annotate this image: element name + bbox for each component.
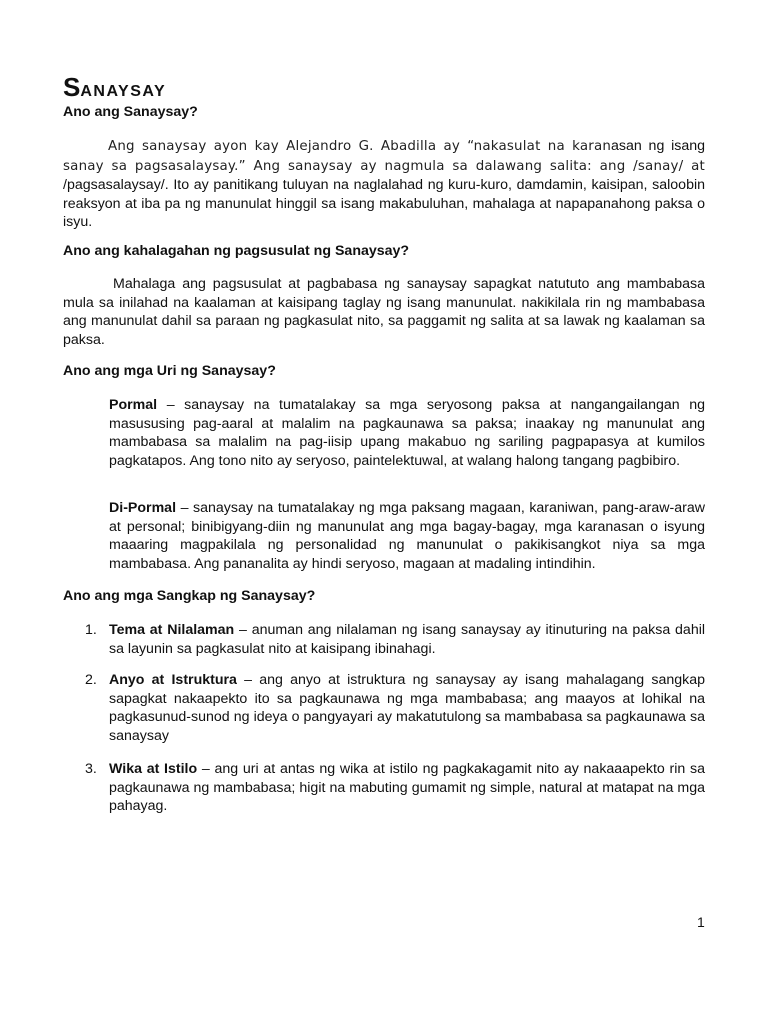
- title-rest: ANAYSAY: [80, 83, 167, 100]
- list-item-body: [109, 671, 705, 745]
- list-term: Anyo at Istruktura: [109, 672, 237, 688]
- definition-text-b: asan ng isang: [611, 138, 705, 154]
- document-title: [63, 72, 166, 103]
- list-item-body: [109, 621, 705, 658]
- definition-text-c: sanay sa pagsasalaysay.” Ang sanaysay ay nagmula sa dalawang salita: ang /sanay/ at: [63, 158, 705, 174]
- title-initial: S: [63, 72, 81, 102]
- type-description: – sanaysay na tumatalakay sa mga seryosong paksa at nangangailangan ng masususing pag-aaral at malalim na pagkaunawa sa paksa; inaakay ng manunulat ang mambabasa sa malalim na pag-iisip upang makabuo ng sariling pagpapasya at kumilos pagkatapos. Ang tono nito ay seryoso, paintelektuwal, at walang halong tangang pagbibiro.: [109, 397, 705, 469]
- paragraph-definition: [63, 137, 705, 232]
- paragraph-importance: [63, 275, 705, 349]
- list-number: 3.: [85, 761, 97, 777]
- list-item-body: [109, 760, 705, 816]
- heading-ano-ang-sanaysay: Ano ang Sanaysay?: [63, 104, 198, 120]
- list-term: Wika at Istilo: [109, 761, 198, 777]
- list-number: 2.: [85, 672, 97, 688]
- type-term: Pormal: [109, 397, 158, 413]
- type-description: – sanaysay na tumatalakay ng mga paksang magaan, karaniwan, pang-araw-araw at personal; binibigyang-diin ng manunulat ang mga bagay-bagay, mga karanasan o isyung maaaring magpakilala ng personalidad ng manunulat o pakikisangkot niya sa mga mambabasa. Ang pananalita ay hindi seryoso, magaan at madaling intindihin.: [109, 500, 705, 572]
- definition-text-a: Ang sanaysay ayon kay Alejandro G. Abadilla ay “nakasulat na karan: [108, 139, 612, 154]
- type-di-pormal: [109, 499, 705, 573]
- list-term: Tema at Nilalaman: [109, 622, 235, 638]
- type-term: Di-Pormal: [109, 500, 177, 516]
- list-description: – ang uri at antas ng wika at istilo ng pagkakagamit nito ay nakaaapekto rin sa pagkaunawa ng mambabasa; higit na mabuting gumamit ng simple, natural at matapat na mga pahayag.: [109, 761, 706, 815]
- type-pormal: [109, 396, 705, 470]
- heading-kahalagahan: Ano ang kahalagahan ng pagsusulat ng Sanaysay?: [63, 243, 410, 259]
- importance-text: Mahalaga ang pagsusulat at pagbabasa ng sanaysay sapagkat natututo ang mambabasa mula sa inilahad na kaalaman at kaisipang taglay ng isang manunulat. nakikilala rin ng mambabasa ang manunulat dahil sa paraan ng pagkasulat nito, sa paggamit ng salita at sa lawak ng kaalaman sa paksa.: [63, 276, 705, 348]
- heading-uri: Ano ang mga Uri ng Sanaysay?: [63, 363, 276, 379]
- list-number: 1.: [85, 622, 97, 638]
- page-number: 1: [697, 914, 705, 930]
- list-description: – anuman ang nilalaman ng isang sanaysay ay itinuturing na paksa dahil sa layunin sa pagkasulat nito at kaisipang ibinahagi.: [109, 622, 706, 657]
- heading-sangkap: Ano ang mga Sangkap ng Sanaysay?: [63, 588, 316, 604]
- definition-text-d: /pagsasalaysay/. Ito ay panitikang tuluyan na naglalahad ng kuru-kuro, damdamin, kaisipan, saloobin reaksyon at iba pa ng manunulat hinggil sa isang makabuluhan, mahalaga at napapanahong paksa o isyu.: [63, 177, 705, 231]
- list-description: – ang anyo at istruktura ng sanaysay ay isang mahalagang sangkap sapagkat nakaapekto ito sa pagkaunawa ng mga mambabasa; ang maayos at lohikal na pagkasunud-sunod ng ideya o pangyayari ay makatutulong sa mambabasa sa pagkaunawa sa sanaysay: [109, 672, 706, 744]
